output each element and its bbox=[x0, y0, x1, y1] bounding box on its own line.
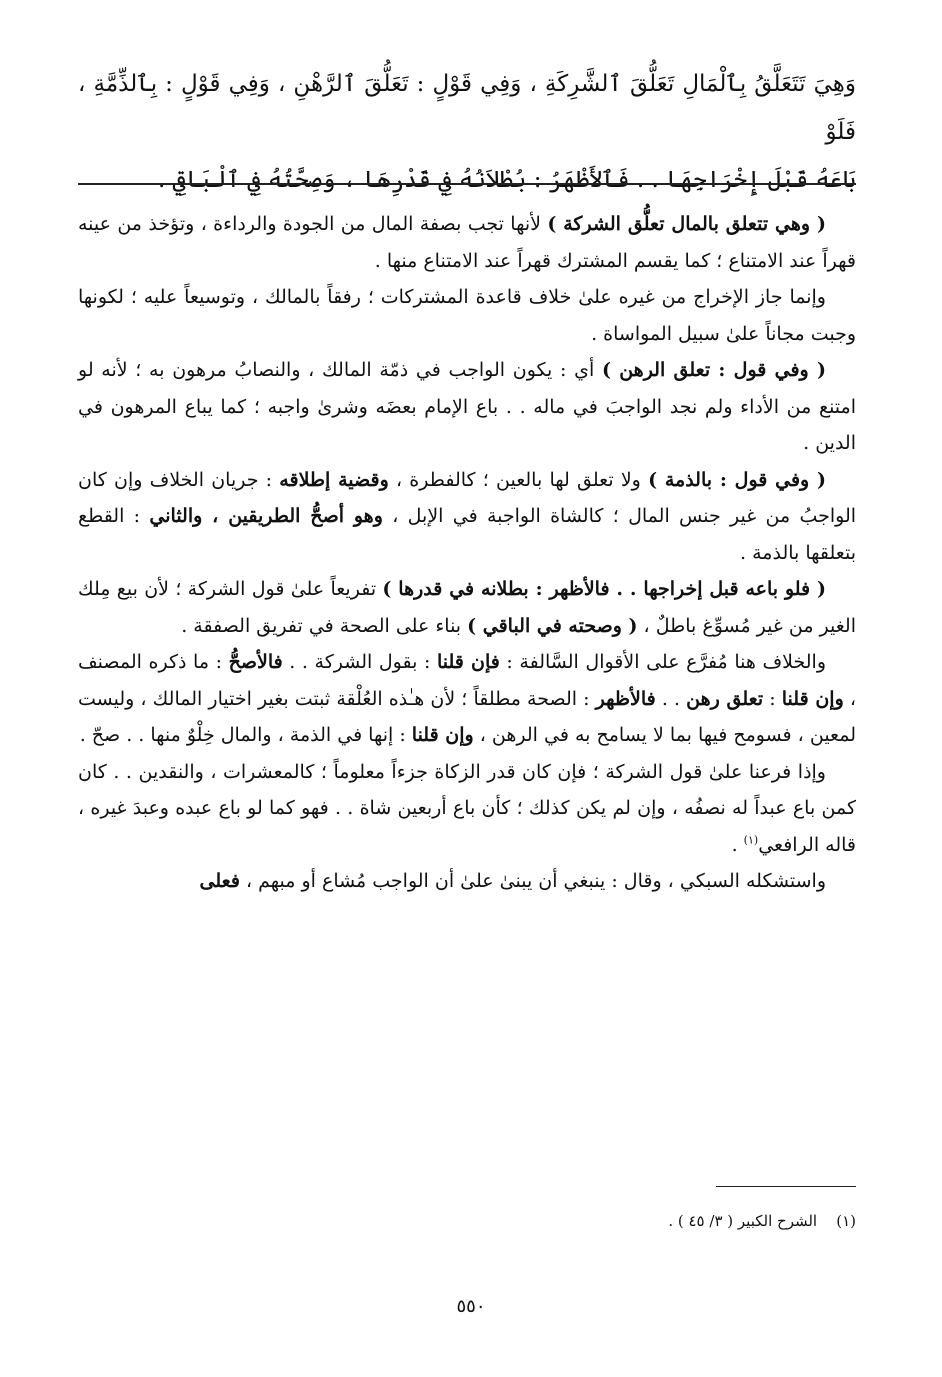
text-run: وإذا فرعنا علىٰ قول الشركة ؛ فإن كان قدر الزكاة جزءاً معلوماً ؛ كالمعشرات ، والنقدين . . كان كمن باع عبداً له نصفُه ، وإن لم يكن كذلك ؛ كأن باع أربعين شاة . . فهو كما لو باع عبده وعبدَ غيره ، قاله الرافعي bbox=[78, 760, 856, 856]
text-run: لأنها تجب بصفة المال من الجودة والرداءة ، وتؤخذ من عينه قهراً عند الامتناع ؛ كما يقسم المشترك قهراً عند الامتناع منها . bbox=[78, 213, 856, 272]
paragraph-5 bbox=[78, 571, 856, 644]
bold-quote: وقضية إطلاقه bbox=[279, 468, 389, 491]
bold-quote: تعلق رهن bbox=[686, 687, 764, 710]
bold-quote: فعلى bbox=[199, 870, 240, 892]
bold-quote: ( وصحته في الباقي ) bbox=[467, 614, 638, 637]
text-run: . . bbox=[655, 687, 687, 710]
paragraph-2 bbox=[78, 279, 856, 352]
text-run: والخلاف هنا مُفرَّع على الأقوال السَّالفة : bbox=[499, 651, 826, 673]
text-run: أي : يكون الواجب في ذمّة المالك ، والنصابُ مرهون به ؛ لأنه لو امتنع من الأداء ولم نجد الواجبَ في ماله . . باع الإمام بعضَه وشرىٰ واجبه ؛ كما يباع المرهون في الدين . bbox=[78, 359, 856, 454]
text-run: : القطع بتعلقها بالذمة . bbox=[78, 505, 856, 564]
bold-quote: وهو أصحُّ الطريقين ، والثاني bbox=[149, 505, 383, 527]
bold-quote: وإن قلنا bbox=[411, 724, 474, 746]
paragraph-4 bbox=[78, 462, 856, 572]
text-run: : جريان الخلاف وإن كان الواجبُ من غير جنس المال ؛ كالشاة الواجبة في الإبل ، bbox=[78, 468, 857, 527]
footnote-separator bbox=[716, 1186, 856, 1187]
text-run: : الصحة مطلقاً ؛ لأن هـٰذه العُلْقة ثبتت بغير اختيار المالك ، وليست لمعين ، فسومح فيها بما لا يسامح به في الرهن ، bbox=[78, 687, 856, 746]
text-run: . bbox=[731, 833, 744, 856]
footnote-text: الشرح الكبير ( ٣/ ٤٥ ) . bbox=[668, 1212, 818, 1230]
footnote-reference[interactable]: (١) bbox=[743, 833, 759, 847]
bold-quote: وإن قلنا bbox=[781, 687, 844, 710]
paragraph-8 bbox=[78, 863, 856, 900]
text-run: : بقول الشركة . . bbox=[282, 651, 437, 673]
bold-quote: ( وفي قول : بالذمة ) bbox=[648, 468, 826, 491]
bold-quote: ( وفي قول : تعلق الرهن ) bbox=[601, 359, 826, 381]
commentary-text bbox=[78, 206, 856, 900]
text-run: بناء على الصحة في تفريق الصفقة . bbox=[181, 614, 468, 637]
bold-quote: فالأظهر bbox=[595, 687, 656, 710]
text-run: وإنما جاز الإخراج من غيره علىٰ خلاف قاعدة المشتركات ؛ رفقاً بالمالك ، وتوسيعاً عليه ؛ لكونها وجبت مجاناً علىٰ سبيل المواساة . bbox=[78, 286, 856, 345]
bold-quote: ( فلو باعه قبل إخراجها . . فالأظهر : بطلانه في قدرها ) bbox=[382, 578, 826, 600]
footnote bbox=[668, 1210, 856, 1232]
paragraph-6 bbox=[78, 644, 856, 754]
paragraph-1 bbox=[78, 206, 856, 279]
bold-quote: ( وهي تتعلق بالمال تعلُّق الشركة ) bbox=[547, 213, 826, 235]
text-run: تفريعاً علىٰ قول الشركة ؛ لأن بيع مِلك الغير من غير مُسوِّغ باطلٌ ، bbox=[78, 578, 856, 637]
paragraph-7 bbox=[78, 754, 856, 864]
footnote-marker: (١) bbox=[836, 1212, 856, 1230]
text-run: واستشكله السبكي ، وقال : ينبغي أن يبنىٰ علىٰ أن الواجب مُشاع أو مبهم ، bbox=[239, 870, 826, 892]
separator-rule bbox=[78, 183, 856, 185]
bold-quote: فإن قلنا bbox=[436, 651, 500, 673]
text-run: : إنها في الذمة ، والمال خِلْوٌ منها . . صحّ . bbox=[79, 724, 412, 746]
bold-quote: فالأصحُّ bbox=[228, 651, 283, 673]
text-run: : bbox=[763, 687, 782, 710]
paragraph-3 bbox=[78, 352, 856, 462]
matn-line-1: وَهِيَ تَتَعَلَّقُ بِٱلْمَالِ تَعَلُّقَ ٱلشَّرِكَةِ ، وَفِي قَوْلٍ : تَعَلُّقَ ٱلرَّهْنِ ، وَفِي قَوْلٍ : بِٱلذِّمَّةِ ، فَلَوْ bbox=[78, 71, 856, 145]
matn-line-2: بَاعَهُ قَبْلَ إِخْرَاجِهَا . . فَٱلأَظْهَرُ : بُطْلاَنُهُ فِي قَدْرِهَا ، وَصِحَّتُهُ فِي ٱلْبَاقِي . bbox=[157, 167, 856, 193]
text-run: : ما ذكره المصنف ، bbox=[78, 651, 857, 710]
page-number: ٥٥٠ bbox=[456, 1296, 486, 1317]
text-run: ولا تعلق لها بالعين ؛ كالفطرة ، bbox=[388, 468, 649, 491]
